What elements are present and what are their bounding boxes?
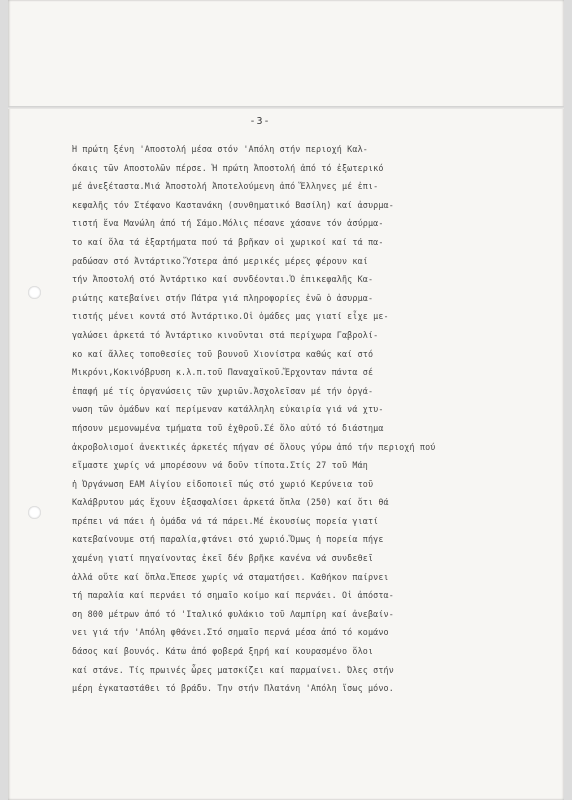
- text-line: χαμένη γιατί πηγαίνοντας ἐκεῖ δέν βρῆκε κανένα νά συνδεθεῖ: [72, 553, 374, 564]
- punch-hole: [28, 506, 41, 519]
- text-line: ἀλλά οὔτε καί ὅπλα.Ἐπεσε χωρίς νά σταματήσει. Καθήκον παίρνει: [72, 571, 389, 582]
- text-line: κο καί ἄλλες τοποθεσίες τοῦ βουνοῦ Χιονίστρα καθώς καί στό: [72, 348, 374, 359]
- text-line: ἀκροβολισμοί ἀνεκτικές ἀρκετές πήγαν σέ ὅλους γύρω ἀπό τήν περιοχή πού: [72, 441, 436, 452]
- text-line: ἡ Ὀργάνωση ΕΑΜ Αἰγίου εἰδοποιεῖ πώς στό χωριό Κερύνεια τοῦ: [72, 478, 374, 489]
- text-line: πήσουν μεμονωμένα τμήματα τοῦ ἐχθροῦ.Σέ ὅλο αὐτό τό διάστημα: [72, 422, 384, 433]
- text-line: δάσος καί βουνός. Κάτω ἀπό φοβερά ξηρή καί κουρασμένο ὅλοι: [72, 646, 374, 657]
- page-number: -3-: [249, 116, 271, 127]
- text-line: ριώτης κατεβαίνει στήν Πάτρα γιά πληροφορίες ἐνῶ ὁ ἀσυρμα-: [72, 292, 374, 303]
- text-line: το καί ὅλα τά ἐξαρτήματα πού τά βρῆκαν οἱ χωρικοί καί τά πα-: [72, 236, 384, 247]
- text-line: τή παραλία καί περνάει τό σημαῖο κοίμο καί περνάει. Οἱ ἀπόστα-: [72, 590, 394, 601]
- text-line: όκαις τῶν Αποστολῶν πέρσε. Ἡ πρώτη Ἀποστολή ἀπό τό ἐξωτερικό: [72, 162, 384, 173]
- text-line: Ή πρώτη ξένη 'Αποστολή μέσα στόν 'Απόλη στήν περιοχή Καλ-: [72, 144, 368, 154]
- text-line: Καλάβρυτου μάς ἔχουν ἐξασφαλίσει ἀρκετά ὅπλα (250) καί ὅτι θά: [72, 497, 389, 508]
- text-line: νει γιά τήν 'Απόλη φθάνει.Στό σημαῖο περνά μέσα ἀπό τό κομάνο: [72, 627, 389, 638]
- text-line: τιστής μένει κοντά στό Ἀντάρτικο.Οἱ ὁμάδες μας γιατί εἶχε με-: [72, 311, 389, 322]
- text-line: μέ ἀνεξέταστα.Μιά Ἀποστολή Ἀποτελούμενη ἀπό Ἕλληνες μέ ἐπι-: [72, 181, 379, 192]
- text-line: μέρη ἐγκαταστάθει τό βράδυ. Την στήν Πλατάνη 'Απόλη ἴσως μόνο.: [72, 683, 394, 694]
- text-line: πρέπει νά πάει ἡ ὁμάδα νά τά πάρει.Μέ ἐκουσίως πορεία γιατί: [72, 515, 379, 526]
- text-line: κεφαλῆς τόν Στέφανο Καστανάκη (συνθηματικό Βασίλη) καί ἀσυρμα-: [72, 199, 394, 210]
- text-line: ἐπαφή μέ τίς ὀργανώσεις τῶν χωριῶν.Ἀσχολεῖσαν μέ τήν ὀργά-: [72, 385, 374, 396]
- text-line: κατεβαίνουμε στή παραλία,φτάνει στό χωριό.Ὅμως ἡ πορεία πήγε: [72, 534, 384, 545]
- text-line: εἴμαστε χωρίς νά μπορέσουν νά δοῦν τίποτα.Στίς 27 τοῦ Μάη: [72, 460, 368, 471]
- text-line: τήν Ἀποστολή στό Ἀντάρτικο καί συνδέονται.Ὁ ἐπικεφαλῆς Κα-: [72, 274, 374, 285]
- text-line: Μικρόνι,Κοκινόβρυση κ.λ.π.τοῦ Παναχαϊκοῦ.Ἔρχονταν πάντα σέ: [72, 367, 374, 378]
- page-fold: [8, 106, 564, 109]
- text-line: νωση τῶν ὁμάδων καί περίμεναν κατάλληλη εὐκαιρία γιά νά χτυ-: [72, 404, 384, 415]
- text-line: τιστή ἕνα Μανώλη ἀπό τή Σάμο.Μόλις πέσανε χάσανε τόν ἀσύρμα-: [72, 218, 384, 229]
- punch-hole: [28, 286, 41, 299]
- text-line: ση 800 μέτρων ἀπό τό 'Ιταλικό φυλάκιο τοῦ Λαμπίρη καί ἀνεβαίν-: [72, 608, 394, 619]
- text-line: καί στάνε. Τίς πρωινές ὧρες ματσκίζει καί παρμαίνει. Όλες στήν: [72, 664, 394, 675]
- text-line: ραδώσαν στό Ἀντάρτικο.Ὕστερα ἀπό μερικές μέρες φέρουν καί: [72, 255, 368, 266]
- text-line: γαλώσει ἀρκετά τό Ἀντάρτικο κινοῦνται στά περίχωρα Γαβρολί-: [72, 329, 379, 340]
- typewritten-body: [72, 140, 522, 698]
